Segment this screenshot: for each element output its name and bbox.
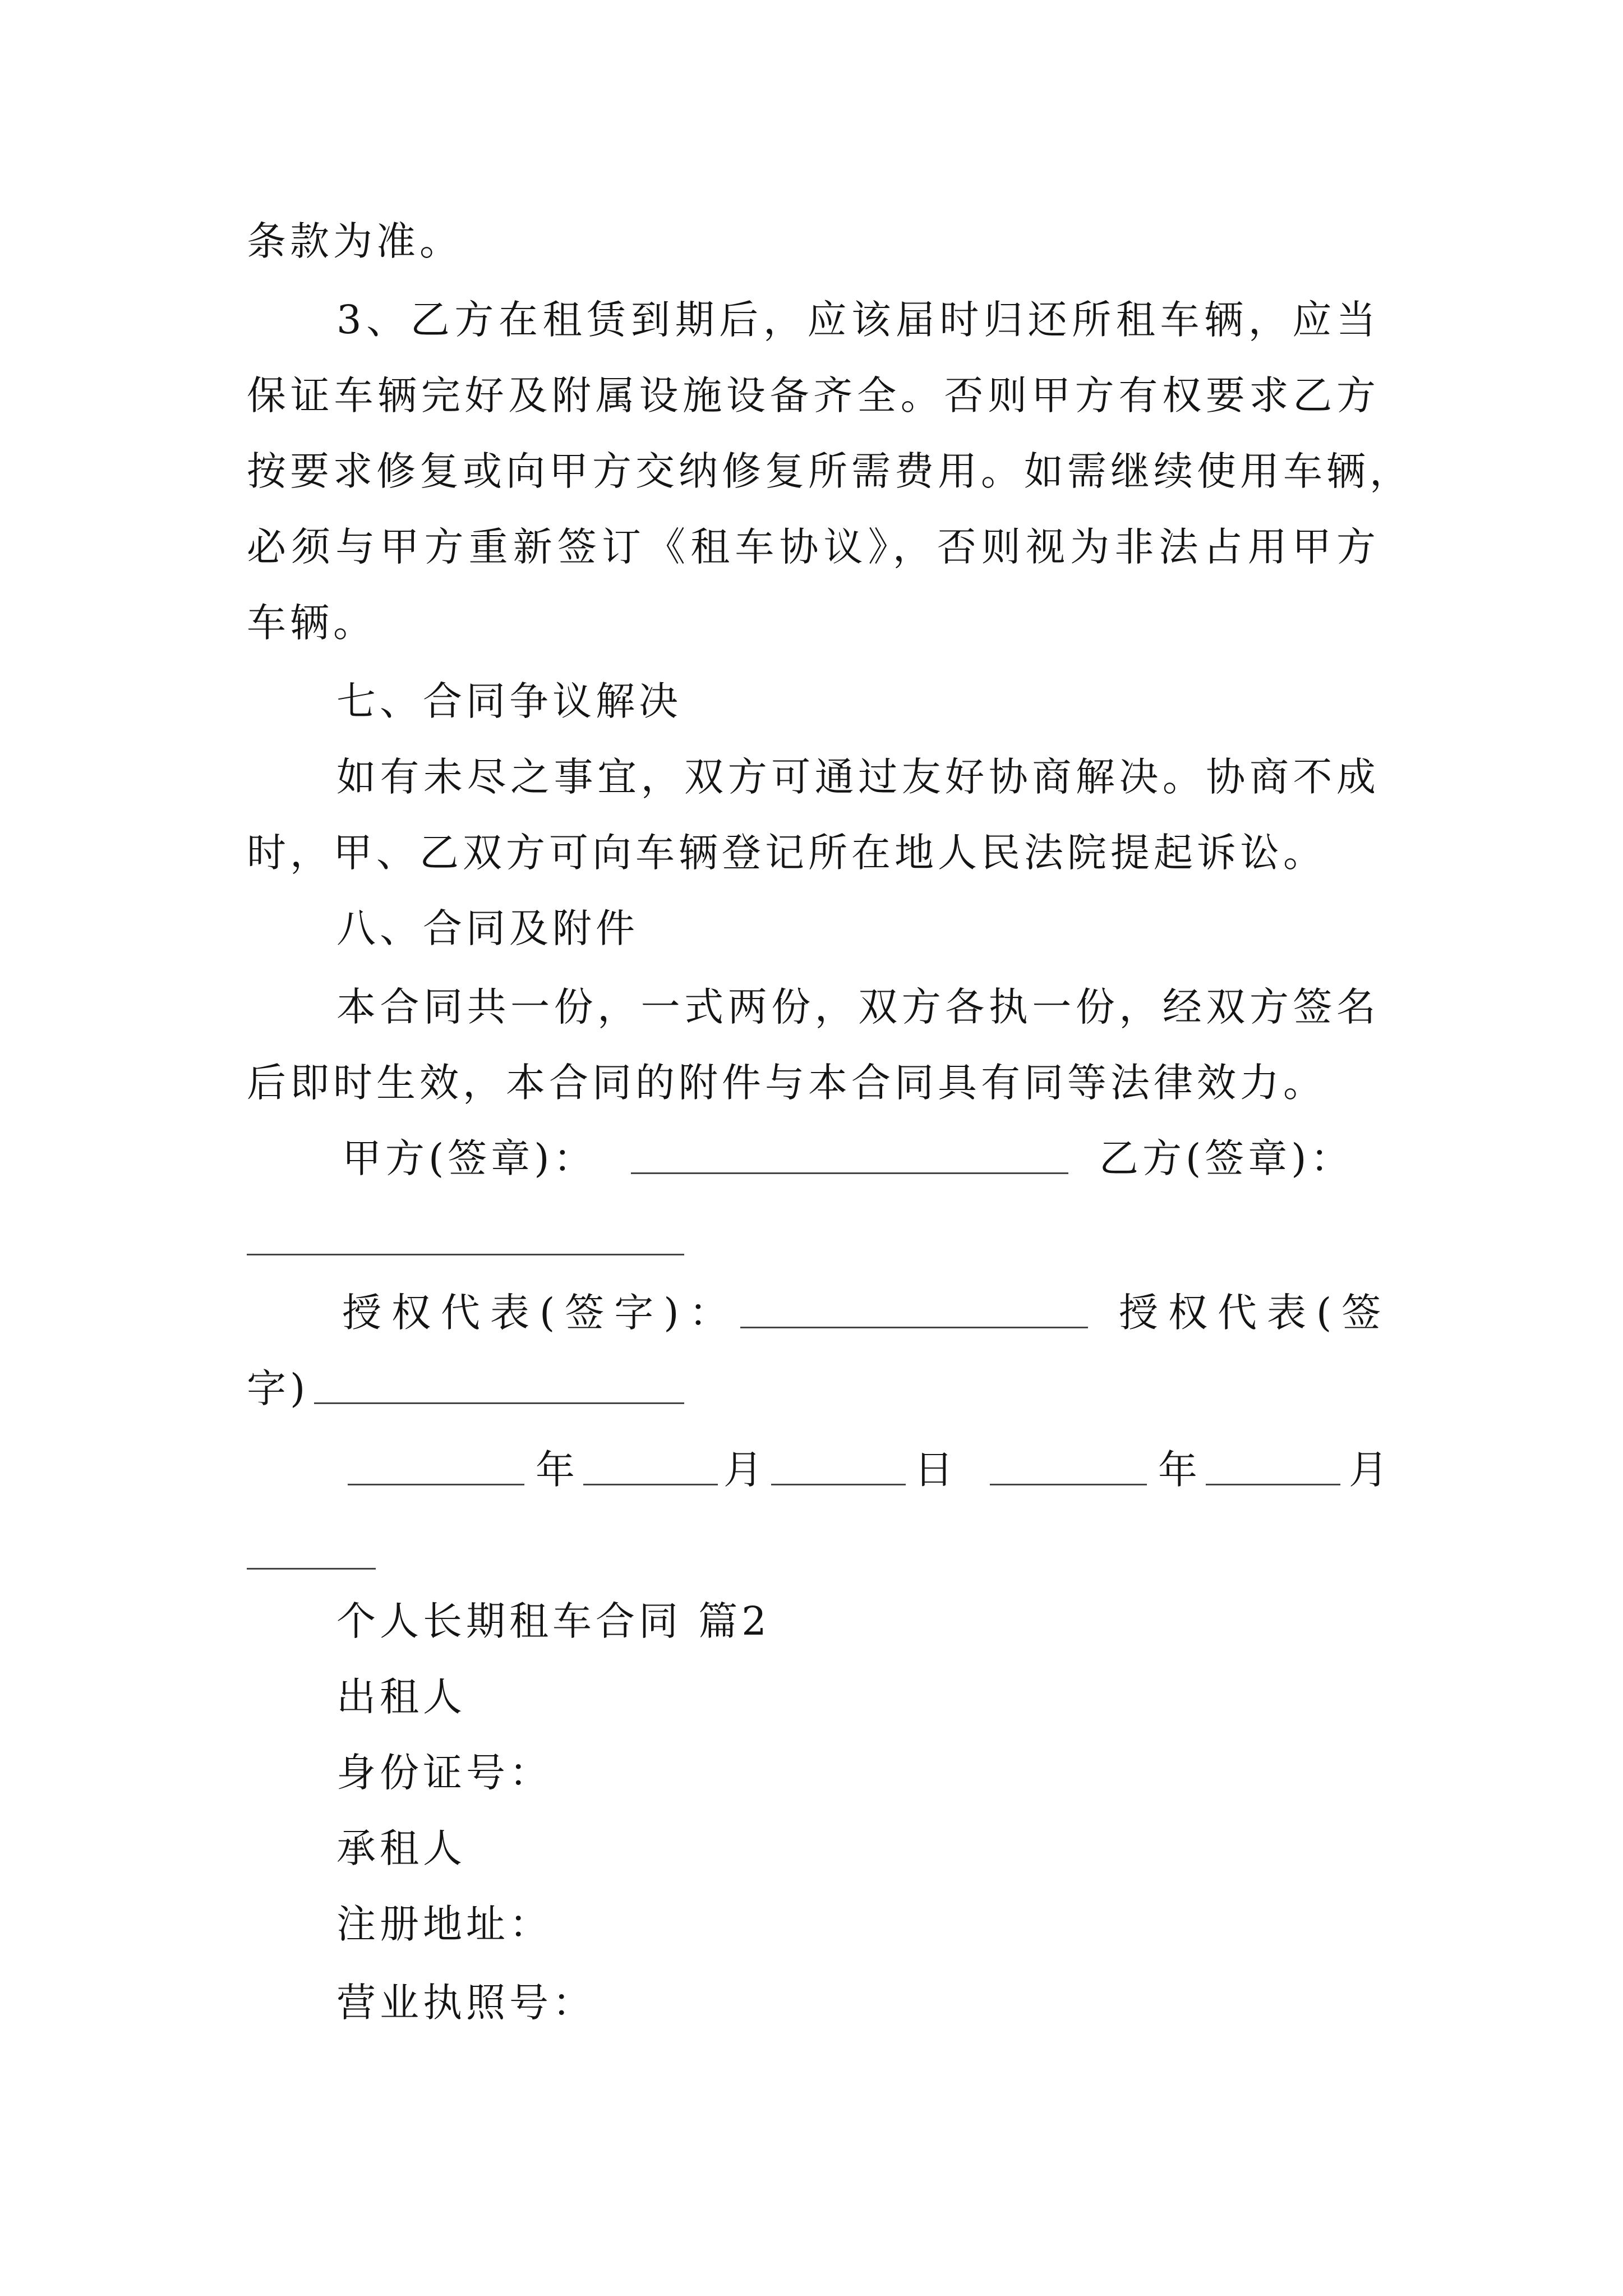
party-b-representative-label-cont: 字) [247, 1365, 310, 1411]
clause-3-line: 3、乙方在租赁到期后，应该届时归还所租车辆，应当 [336, 297, 1380, 343]
paragraph-line: 必须与甲方重新签订《租车协议》，否则视为非法占用甲方 [247, 524, 1380, 570]
date-year-label-b: 年 [1158, 1447, 1201, 1493]
field-id-number: 身份证号： [336, 1750, 552, 1796]
date-month-label-a: 月 [723, 1447, 767, 1493]
date-month-blank-b [1206, 1453, 1340, 1485]
section-heading-attachments: 八、合同及附件 [336, 905, 639, 951]
field-lessor: 出租人 [336, 1674, 466, 1720]
party-b-signature-label: 乙方(签章)： [1099, 1135, 1354, 1181]
party-a-representative-label: 授权代表(签字)： [342, 1290, 739, 1336]
date-day-blank-b [247, 1537, 376, 1570]
date-month-blank-a [583, 1453, 718, 1485]
contract-title-2: 个人长期租车合同 篇2 [336, 1598, 771, 1644]
date-year-blank-a [348, 1453, 524, 1485]
paragraph-line: 条款为准。 [247, 218, 463, 264]
field-registered-address: 注册地址： [336, 1901, 552, 1947]
paragraph-line: 按要求修复或向甲方交纳修复所需费用。如需继续使用车辆， [247, 448, 1413, 494]
date-year-blank-b [990, 1453, 1147, 1485]
date-year-label-a: 年 [536, 1447, 579, 1493]
party-b-representative-label: 授权代表(签 [1119, 1290, 1391, 1336]
paragraph-line: 本合同共一份，一式两份，双方各执一份，经双方签名 [336, 984, 1380, 1030]
date-month-label-b: 月 [1349, 1447, 1392, 1493]
paragraph-line: 车辆。 [247, 600, 376, 646]
paragraph-line: 如有未尽之事宜，双方可通过友好协商解决。协商不成 [336, 754, 1380, 800]
party-a-signature-blank [631, 1142, 1068, 1174]
paragraph-line: 保证车辆完好及附属设施设备齐全。否则甲方有权要求乙方 [247, 372, 1380, 418]
field-lessee: 承租人 [336, 1825, 466, 1871]
party-a-representative-blank [740, 1296, 1088, 1328]
party-a-signature-label: 甲方(签章)： [342, 1135, 597, 1181]
paragraph-line: 时，甲、乙双方可向车辆登记所在地人民法院提起诉讼。 [247, 830, 1326, 876]
date-day-blank-a [771, 1453, 906, 1485]
field-business-license: 营业执照号： [336, 1980, 596, 2026]
party-b-signature-blank [247, 1223, 684, 1255]
party-b-representative-blank [314, 1372, 684, 1404]
section-heading-dispute: 七、合同争议解决 [336, 678, 682, 724]
paragraph-line: 后即时生效，本合同的附件与本合同具有同等法律效力。 [247, 1060, 1326, 1106]
date-day-label-a: 日 [914, 1447, 957, 1493]
